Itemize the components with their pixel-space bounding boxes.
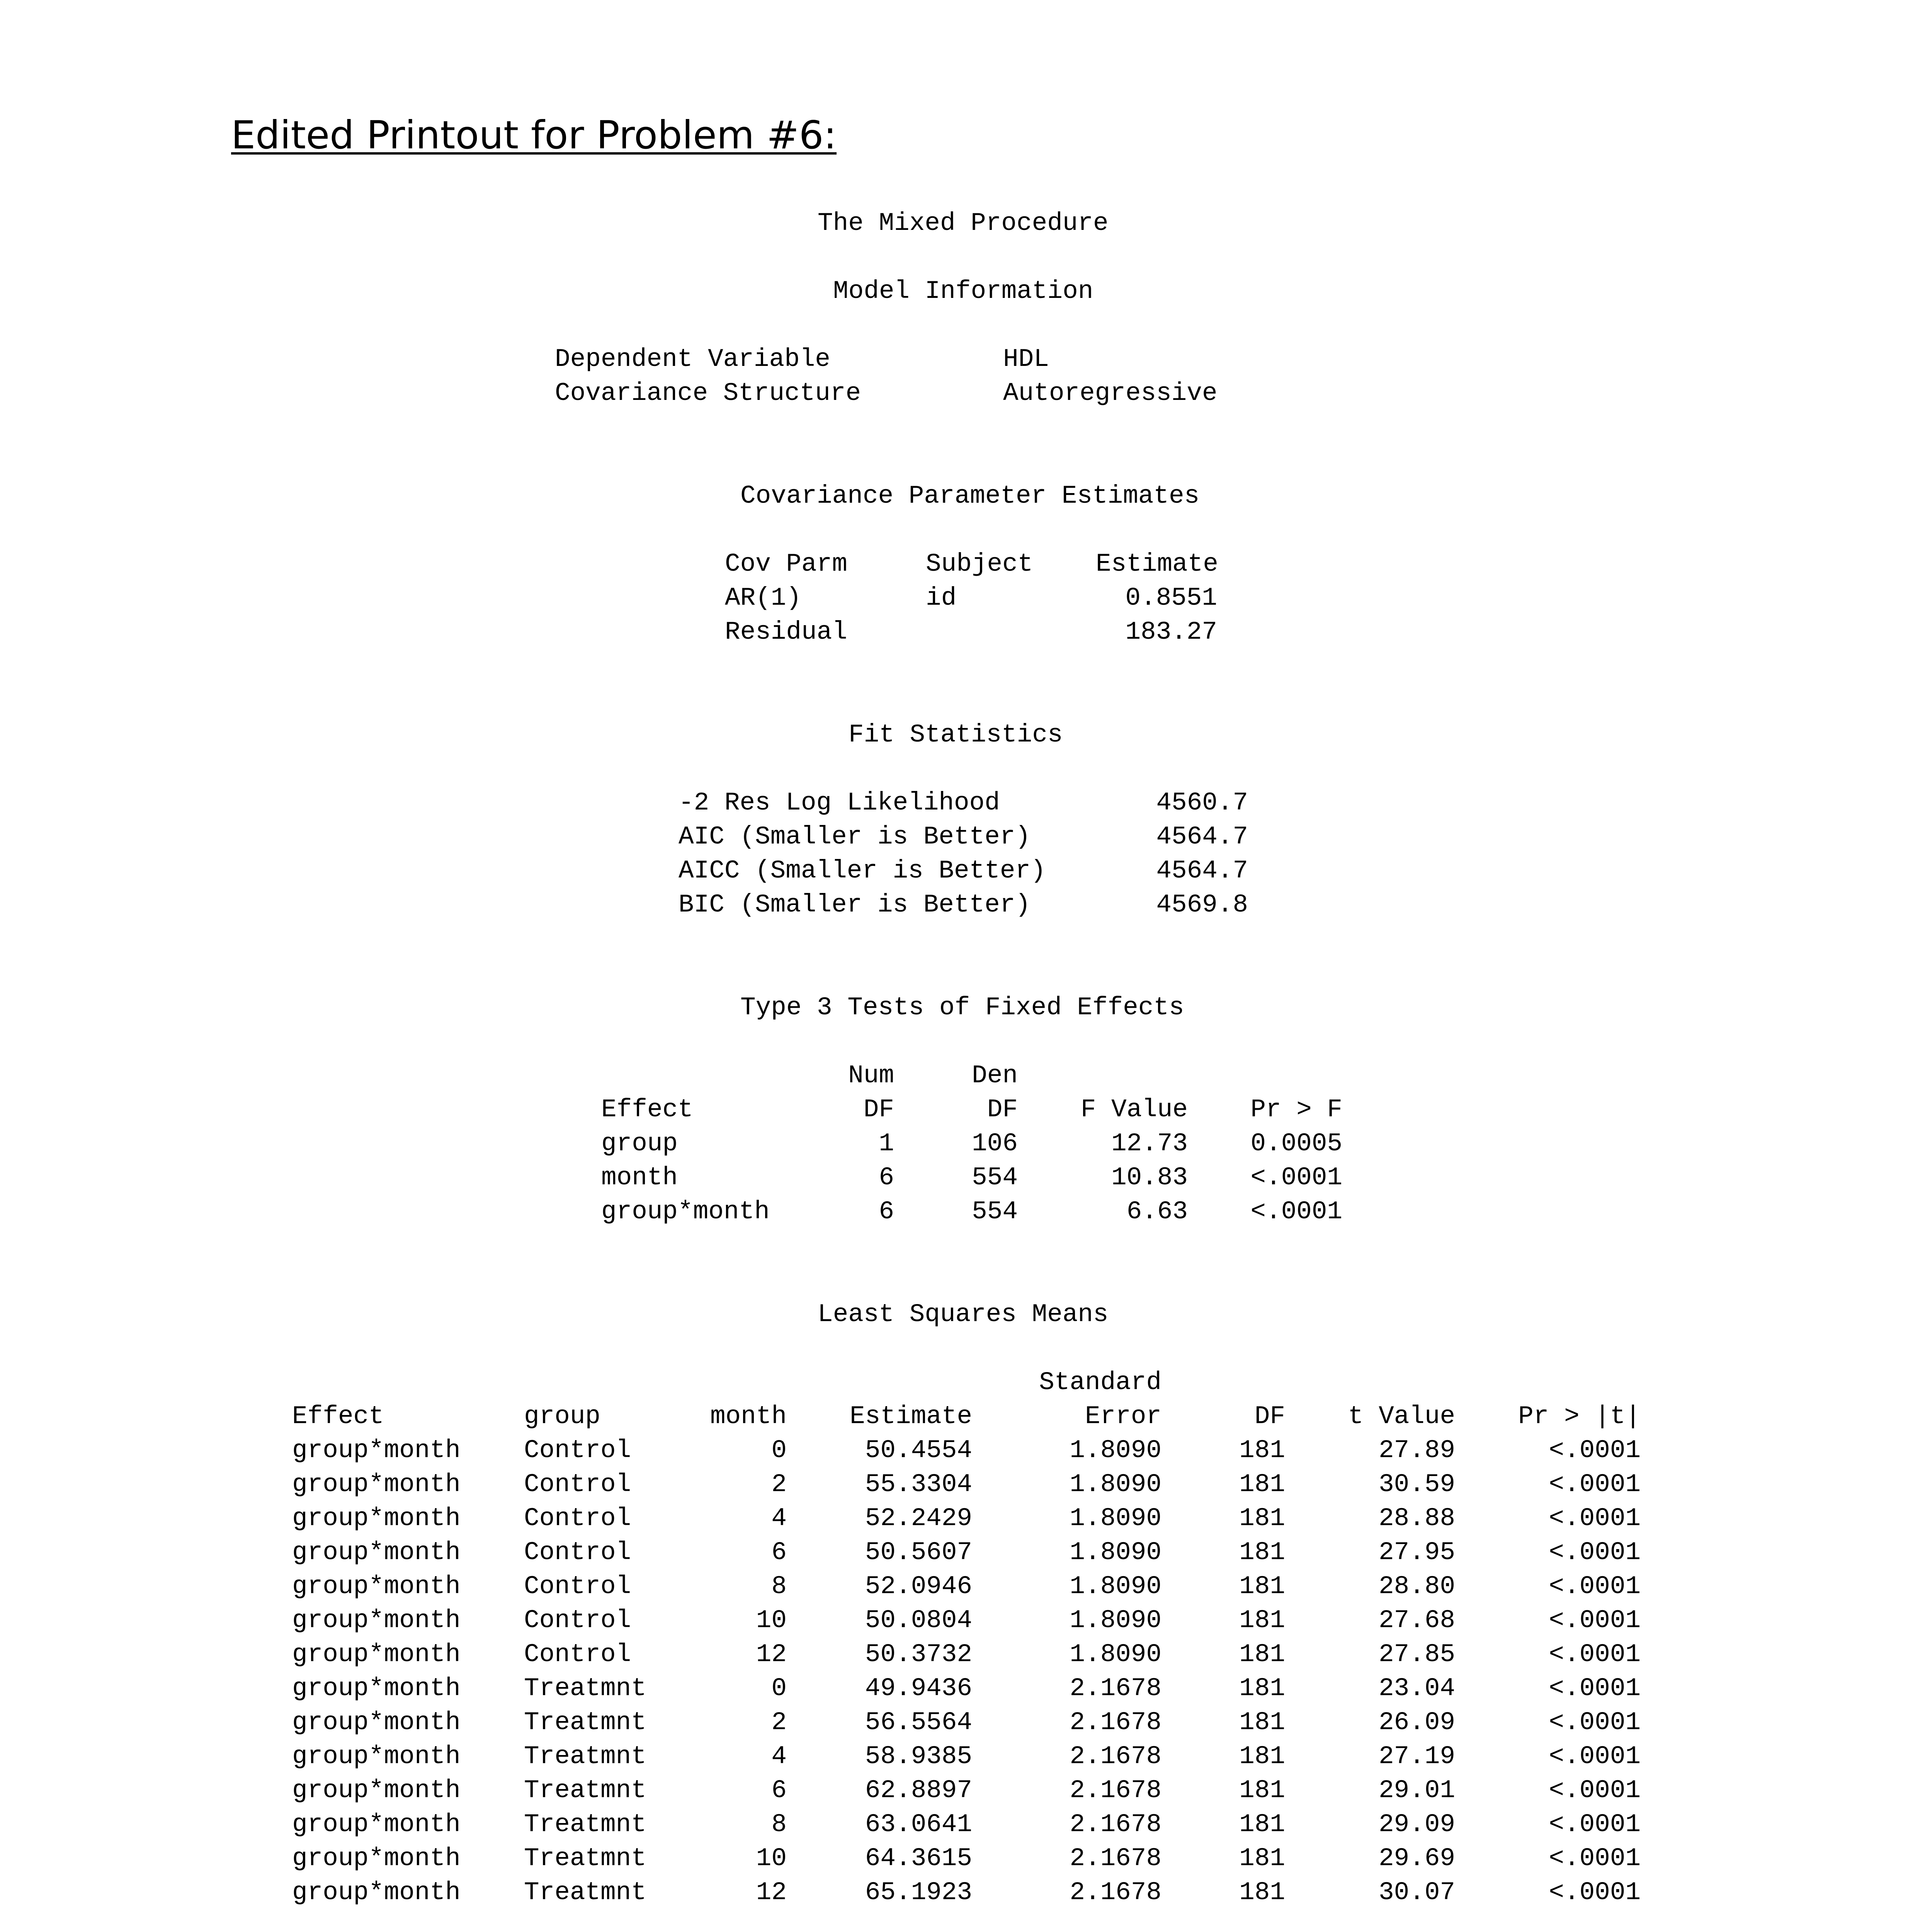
lsmeans-t-value: 29.09	[1378, 1810, 1455, 1839]
lsmeans-group: Treatmnt	[524, 1708, 646, 1737]
type3-den-df: 106	[972, 1129, 1018, 1158]
model-info-label: Dependent Variable	[555, 345, 830, 374]
lsmeans-estimate: 50.3732	[865, 1640, 972, 1669]
model-info-label: Covariance Structure	[555, 379, 861, 408]
lsmeans-p-value: <.0001	[1549, 1810, 1641, 1839]
lsmeans-effect: group*month	[292, 1844, 461, 1873]
fit-stats-title: Fit Statistics	[849, 720, 1063, 749]
lsmeans-std-error: 1.8090	[1070, 1470, 1162, 1499]
lsmeans-std-error: 1.8090	[1070, 1606, 1162, 1635]
lsmeans-std-error: 2.1678	[1070, 1674, 1162, 1703]
model-info-title: Model Information	[833, 277, 1094, 306]
lsmeans-std-error: 1.8090	[1070, 1504, 1162, 1533]
page-title: Edited Printout for Problem #6:	[231, 112, 837, 158]
cov-parm-estimate: 183.27	[1125, 617, 1217, 646]
type3-num-df: 1	[879, 1129, 894, 1158]
lsmeans-group: Control	[524, 1504, 631, 1533]
type3-header-top: Den	[972, 1061, 1018, 1090]
lsmeans-month: 12	[756, 1878, 787, 1907]
lsmeans-month: 4	[771, 1504, 787, 1533]
type3-effect: group	[601, 1129, 678, 1158]
lsmeans-effect: group*month	[292, 1776, 461, 1805]
lsmeans-p-value: <.0001	[1549, 1606, 1641, 1635]
lsmeans-estimate: 52.0946	[865, 1572, 972, 1601]
fit-stat-value: 4569.8	[1156, 890, 1248, 919]
type3-den-df: 554	[972, 1163, 1018, 1192]
type3-effect: month	[601, 1163, 678, 1192]
cov-parm-subject: id	[926, 583, 957, 612]
lsmeans-title: Least Squares Means	[818, 1300, 1109, 1329]
lsmeans-group: Control	[524, 1640, 631, 1669]
lsmeans-estimate: 50.4554	[865, 1436, 972, 1465]
type3-f-value: 10.83	[1111, 1163, 1188, 1192]
lsmeans-t-value: 27.19	[1378, 1742, 1455, 1771]
lsmeans-month: 8	[771, 1572, 787, 1601]
cov-parm-name: AR(1)	[725, 583, 802, 612]
fit-stat-label: -2 Res Log Likelihood	[679, 788, 1000, 817]
lsmeans-group: Treatmnt	[524, 1742, 646, 1771]
lsmeans-std-error: 1.8090	[1070, 1572, 1162, 1601]
lsmeans-df: 181	[1239, 1708, 1285, 1737]
lsmeans-df: 181	[1239, 1436, 1285, 1465]
lsmeans-df: 181	[1239, 1640, 1285, 1669]
lsmeans-effect: group*month	[292, 1708, 461, 1737]
procedure-title: The Mixed Procedure	[818, 209, 1109, 238]
lsmeans-df: 181	[1239, 1572, 1285, 1601]
lsmeans-col-header: Error	[1085, 1402, 1162, 1431]
lsmeans-p-value: <.0001	[1549, 1708, 1641, 1737]
lsmeans-effect: group*month	[292, 1436, 461, 1465]
lsmeans-t-value: 27.95	[1378, 1538, 1455, 1567]
lsmeans-t-value: 26.09	[1378, 1708, 1455, 1737]
lsmeans-estimate: 50.5607	[865, 1538, 972, 1567]
lsmeans-col-header: t Value	[1348, 1402, 1455, 1431]
lsmeans-group: Treatmnt	[524, 1810, 646, 1839]
lsmeans-month: 0	[771, 1436, 787, 1465]
lsmeans-p-value: <.0001	[1549, 1674, 1641, 1703]
lsmeans-t-value: 30.07	[1378, 1878, 1455, 1907]
lsmeans-effect: group*month	[292, 1640, 461, 1669]
lsmeans-df: 181	[1239, 1878, 1285, 1907]
lsmeans-t-value: 27.85	[1378, 1640, 1455, 1669]
lsmeans-col-header: Effect	[292, 1402, 384, 1431]
lsmeans-p-value: <.0001	[1549, 1470, 1641, 1499]
lsmeans-month: 12	[756, 1640, 787, 1669]
lsmeans-estimate: 49.9436	[865, 1674, 972, 1703]
fit-stat-value: 4560.7	[1156, 788, 1248, 817]
lsmeans-estimate: 64.3615	[865, 1844, 972, 1873]
lsmeans-t-value: 28.80	[1378, 1572, 1455, 1601]
lsmeans-df: 181	[1239, 1742, 1285, 1771]
lsmeans-p-value: <.0001	[1549, 1436, 1641, 1465]
lsmeans-estimate: 52.2429	[865, 1504, 972, 1533]
lsmeans-std-error: 2.1678	[1070, 1742, 1162, 1771]
lsmeans-month: 2	[771, 1708, 787, 1737]
fit-stat-label: AICC (Smaller is Better)	[679, 856, 1046, 885]
lsmeans-estimate: 55.3304	[865, 1470, 972, 1499]
lsmeans-std-error: 2.1678	[1070, 1844, 1162, 1873]
lsmeans-month: 10	[756, 1844, 787, 1873]
fit-stat-label: BIC (Smaller is Better)	[679, 890, 1031, 919]
cov-parms-title: Covariance Parameter Estimates	[740, 481, 1200, 510]
lsmeans-estimate: 63.0641	[865, 1810, 972, 1839]
lsmeans-std-error: 2.1678	[1070, 1878, 1162, 1907]
lsmeans-df: 181	[1239, 1844, 1285, 1873]
lsmeans-month: 10	[756, 1606, 787, 1635]
lsmeans-p-value: <.0001	[1549, 1742, 1641, 1771]
lsmeans-estimate: 65.1923	[865, 1878, 972, 1907]
cov-parms-col-header: Estimate	[1096, 549, 1218, 578]
lsmeans-col-header: group	[524, 1402, 601, 1431]
type3-p-value: <.0001	[1250, 1197, 1342, 1226]
lsmeans-estimate: 56.5564	[865, 1708, 972, 1737]
lsmeans-group: Control	[524, 1470, 631, 1499]
type3-header-top: Num	[848, 1061, 894, 1090]
lsmeans-group: Control	[524, 1606, 631, 1635]
lsmeans-p-value: <.0001	[1549, 1878, 1641, 1907]
lsmeans-df: 181	[1239, 1538, 1285, 1567]
model-info-value: HDL	[1003, 345, 1049, 374]
type3-col-header: DF	[987, 1095, 1018, 1124]
lsmeans-std-error: 2.1678	[1070, 1708, 1162, 1737]
lsmeans-p-value: <.0001	[1549, 1572, 1641, 1601]
lsmeans-month: 6	[771, 1538, 787, 1567]
lsmeans-p-value: <.0001	[1549, 1538, 1641, 1567]
lsmeans-month: 8	[771, 1810, 787, 1839]
lsmeans-group: Treatmnt	[524, 1844, 646, 1873]
type3-f-value: 6.63	[1126, 1197, 1188, 1226]
lsmeans-estimate: 50.0804	[865, 1606, 972, 1635]
lsmeans-t-value: 23.04	[1378, 1674, 1455, 1703]
type3-col-header: DF	[863, 1095, 894, 1124]
lsmeans-df: 181	[1239, 1776, 1285, 1805]
lsmeans-effect: group*month	[292, 1606, 461, 1635]
lsmeans-effect: group*month	[292, 1878, 461, 1907]
lsmeans-t-value: 29.69	[1378, 1844, 1455, 1873]
type3-col-header: F Value	[1080, 1095, 1188, 1124]
type3-f-value: 12.73	[1111, 1129, 1188, 1158]
type3-effect: group*month	[601, 1197, 770, 1226]
lsmeans-effect: group*month	[292, 1538, 461, 1567]
lsmeans-group: Treatmnt	[524, 1878, 646, 1907]
lsmeans-t-value: 30.59	[1378, 1470, 1455, 1499]
cov-parm-estimate: 0.8551	[1125, 583, 1217, 612]
lsmeans-effect: group*month	[292, 1674, 461, 1703]
lsmeans-df: 181	[1239, 1674, 1285, 1703]
fit-stat-value: 4564.7	[1156, 856, 1248, 885]
lsmeans-group: Control	[524, 1436, 631, 1465]
type3-col-header: Pr > F	[1250, 1095, 1342, 1124]
lsmeans-estimate: 62.8897	[865, 1776, 972, 1805]
lsmeans-month: 6	[771, 1776, 787, 1805]
lsmeans-month: 2	[771, 1470, 787, 1499]
lsmeans-group: Control	[524, 1538, 631, 1567]
lsmeans-std-error: 2.1678	[1070, 1810, 1162, 1839]
lsmeans-effect: group*month	[292, 1810, 461, 1839]
lsmeans-month: 0	[771, 1674, 787, 1703]
cov-parms-col-header: Subject	[926, 549, 1033, 578]
lsmeans-group: Treatmnt	[524, 1776, 646, 1805]
fit-stat-value: 4564.7	[1156, 822, 1248, 851]
lsmeans-p-value: <.0001	[1549, 1776, 1641, 1805]
lsmeans-effect: group*month	[292, 1572, 461, 1601]
cov-parms-col-header: Cov Parm	[725, 549, 847, 578]
lsmeans-t-value: 28.88	[1378, 1504, 1455, 1533]
type3-col-header: Effect	[601, 1095, 693, 1124]
type3-num-df: 6	[879, 1163, 894, 1192]
model-info-value: Autoregressive	[1003, 379, 1218, 408]
lsmeans-estimate: 58.9385	[865, 1742, 972, 1771]
lsmeans-p-value: <.0001	[1549, 1504, 1641, 1533]
lsmeans-t-value: 27.89	[1378, 1436, 1455, 1465]
lsmeans-df: 181	[1239, 1504, 1285, 1533]
lsmeans-df: 181	[1239, 1470, 1285, 1499]
lsmeans-std-error: 1.8090	[1070, 1538, 1162, 1567]
type3-num-df: 6	[879, 1197, 894, 1226]
lsmeans-effect: group*month	[292, 1742, 461, 1771]
lsmeans-effect: group*month	[292, 1470, 461, 1499]
type3-p-value: 0.0005	[1250, 1129, 1342, 1158]
lsmeans-col-header: DF	[1254, 1402, 1285, 1431]
lsmeans-df: 181	[1239, 1606, 1285, 1635]
lsmeans-month: 4	[771, 1742, 787, 1771]
lsmeans-group: Control	[524, 1572, 631, 1601]
lsmeans-std-error: 1.8090	[1070, 1640, 1162, 1669]
fit-stat-label: AIC (Smaller is Better)	[679, 822, 1031, 851]
lsmeans-p-value: <.0001	[1549, 1640, 1641, 1669]
type3-p-value: <.0001	[1250, 1163, 1342, 1192]
lsmeans-col-header: Estimate	[850, 1402, 972, 1431]
lsmeans-effect: group*month	[292, 1504, 461, 1533]
lsmeans-group: Treatmnt	[524, 1674, 646, 1703]
lsmeans-col-header: Pr > |t|	[1518, 1402, 1641, 1431]
type3-den-df: 554	[972, 1197, 1018, 1226]
cov-parm-name: Residual	[725, 617, 847, 646]
lsmeans-col-header: month	[710, 1402, 787, 1431]
lsmeans-header-top: Standard	[1039, 1368, 1162, 1397]
lsmeans-std-error: 1.8090	[1070, 1436, 1162, 1465]
type3-title: Type 3 Tests of Fixed Effects	[740, 993, 1184, 1022]
lsmeans-t-value: 29.01	[1378, 1776, 1455, 1805]
lsmeans-std-error: 2.1678	[1070, 1776, 1162, 1805]
lsmeans-df: 181	[1239, 1810, 1285, 1839]
lsmeans-t-value: 27.68	[1378, 1606, 1455, 1635]
lsmeans-p-value: <.0001	[1549, 1844, 1641, 1873]
